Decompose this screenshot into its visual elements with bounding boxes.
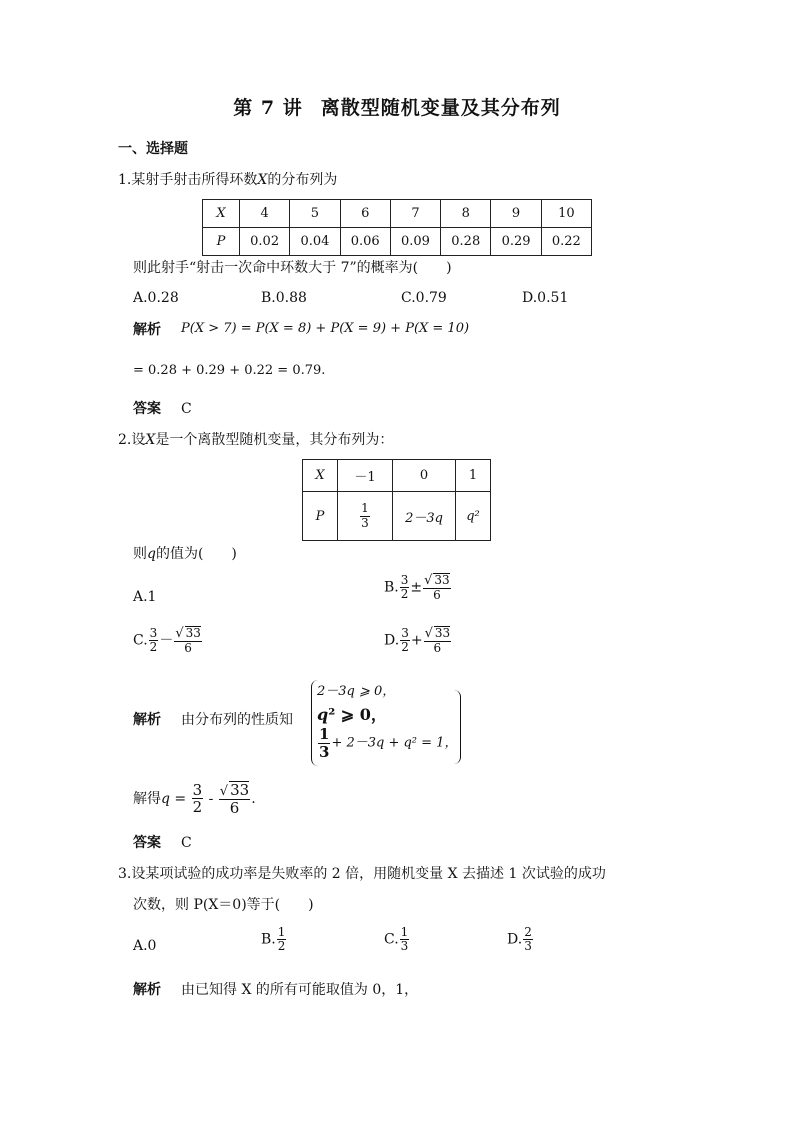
q1-analysis-line1: P(X > 7) = P(X = 8) + P(X = 9) + P(X = 10) [181, 321, 470, 336]
q1-x-cell: 10 [541, 200, 591, 228]
q2-solve-var: q [161, 790, 170, 807]
sys-row-2-var: q [317, 705, 329, 724]
q2-opt-c-prefix: C. [133, 632, 148, 649]
q2-x-cell: 0 [393, 460, 456, 492]
sqrt-value: 33 [185, 626, 201, 640]
q2-p1-num: 1 [361, 501, 369, 516]
q2-solve-op: - [204, 790, 218, 807]
q2-answer: C [181, 835, 192, 851]
q2-question-suffix: 的值为( ) [155, 546, 237, 562]
frac-num: 1 [400, 925, 409, 939]
q2-opt-d-frac2 [424, 626, 452, 655]
q1-option-b: B.0.88 [261, 290, 307, 306]
q2-x-label: X [303, 460, 338, 492]
sys-row-2 [317, 702, 387, 725]
q1-p-cell: 0.04 [290, 228, 340, 256]
q2-p-cell: q² [456, 492, 491, 541]
q2-distribution-table [302, 459, 491, 541]
frac-den: 2 [400, 587, 409, 602]
q2-answer-label: 答案 [133, 835, 161, 851]
q2-row-p [303, 492, 491, 541]
q2-option-a: A.1 [133, 589, 157, 605]
q3-option-a: A.0 [133, 938, 157, 954]
frac-den: 3 [319, 742, 330, 761]
q1-p-cell: 0.28 [441, 228, 491, 256]
q2-solve-period: . [251, 790, 256, 807]
q1-answer: C [181, 401, 192, 417]
q1-option-a: A.0.28 [133, 290, 179, 306]
q1-p-cell: 0.02 [240, 228, 290, 256]
q3-opt-d-prefix: D. [507, 931, 523, 948]
q2-x-cell: －1 [338, 460, 393, 492]
sqrt-sign-icon: √ [175, 626, 184, 641]
q2-opt-c-frac2 [174, 626, 202, 655]
q3-opt-c-prefix: C. [384, 931, 399, 948]
q2-analysis-text: 由分布列的性质知 [181, 712, 293, 728]
q1-option-d: D.0.51 [522, 290, 569, 306]
q2-opt-b-op: ± [410, 579, 423, 596]
q1-p-cell: 0.09 [390, 228, 440, 256]
q1-row-p [203, 228, 592, 256]
q1-x-cell: 6 [340, 200, 390, 228]
frac-num [424, 626, 452, 642]
q1-x-label: X [203, 200, 240, 228]
q1-row-x [203, 200, 592, 228]
q2-question-var: q [147, 546, 156, 562]
q1-x-cell: 5 [290, 200, 340, 228]
q2-option-c [133, 626, 203, 655]
frac-num: 3 [400, 573, 409, 588]
sys-row-3-frac [318, 726, 330, 760]
sys-row-1: 2－3q ⩾ 0， [317, 684, 396, 699]
q2-row-x [303, 460, 491, 492]
sqrt-sign-icon: √ [424, 573, 433, 588]
q1-answer-label: 答案 [133, 401, 161, 417]
frac-den: 6 [433, 641, 442, 656]
q1-stem [118, 172, 337, 188]
q2-opt-b-prefix: B. [384, 579, 399, 596]
q3-stem-line2: 次数，则 P(X＝0)等于( ) [133, 897, 314, 913]
q2-solution [133, 781, 256, 817]
q1-question: 则此射手“射击一次命中环数大于 7”的概率为( ) [133, 260, 452, 276]
frac-num: 1 [319, 725, 330, 743]
sys-row-2-rest: ² ⩾ 0， [328, 705, 387, 724]
q2-solve-frac2 [219, 781, 250, 817]
q1-distribution-table [202, 199, 592, 256]
q2-solve-eq: = [169, 790, 191, 807]
q2-opt-d-prefix: D. [384, 632, 400, 649]
q2-stem [118, 432, 393, 448]
q1-p-cell: 0.29 [491, 228, 541, 256]
sqrt-value: 33 [434, 573, 450, 587]
frac-num: 1 [277, 925, 286, 939]
frac-den: 6 [433, 588, 441, 603]
q2-p-cell [338, 492, 393, 541]
q3-option-c [384, 926, 410, 953]
q1-stem-prefix: 1.某射手射击所得环数 [118, 172, 258, 188]
sqrt-value: 33 [230, 781, 250, 799]
q3-option-b [261, 926, 287, 953]
q2-analysis-label: 解析 [133, 712, 161, 728]
q2-solve-prefix: 解得 [133, 790, 161, 807]
q2-opt-d-op: + [410, 632, 423, 649]
q3-opt-c-frac [400, 926, 410, 953]
q1-x-cell: 7 [390, 200, 440, 228]
q1-stem-var: X [257, 172, 268, 188]
q2-option-d [384, 626, 452, 655]
q2-stem-prefix: 2.设 [118, 432, 146, 448]
q3-analysis-text: 由已知得 X 的所有可能取值为 0，1， [181, 982, 419, 998]
frac-num: 2 [524, 925, 532, 939]
frac-num [423, 573, 451, 589]
sqrt-sign-icon: √ [219, 784, 229, 799]
q1-p-cell: 0.22 [541, 228, 591, 256]
frac-num: 3 [401, 626, 409, 641]
frac-den: 3 [524, 939, 532, 954]
q1-analysis-label: 解析 [133, 322, 161, 338]
frac-num [219, 781, 250, 800]
frac-den: 2 [401, 640, 409, 655]
lecture-topic: 离散型随机变量及其分布列 [320, 97, 561, 119]
q2-solve-frac1 [192, 782, 204, 816]
q2-question-prefix: 则 [133, 546, 147, 562]
sys-row-3-rest: + 2－3q + q² = 1， [331, 735, 458, 751]
q2-opt-d-frac1 [400, 627, 410, 654]
lecture-number: 第 7 讲 [233, 97, 303, 119]
q3-analysis-label: 解析 [133, 982, 161, 998]
q2-stem-suffix: 是一个离散型随机变量，其分布列为： [155, 432, 394, 448]
q2-question [133, 546, 237, 562]
q2-equation-system [311, 676, 461, 768]
frac-num [174, 626, 202, 642]
q2-opt-b-frac2 [423, 573, 451, 602]
q1-p-cell: 0.06 [340, 228, 390, 256]
q1-p-label: P [203, 228, 240, 256]
q3-opt-b-prefix: B. [261, 931, 276, 948]
q2-opt-c-op: － [159, 632, 174, 649]
sqrt-sign-icon: √ [424, 626, 433, 641]
section-heading: 一、选择题 [118, 141, 188, 157]
frac-den: 3 [400, 939, 409, 954]
q2-p-label: P [303, 492, 338, 541]
q3-opt-b-frac [277, 926, 287, 953]
q2-p1-fraction [360, 502, 370, 529]
sqrt-value: 33 [434, 626, 451, 640]
frac-den: 2 [192, 798, 203, 817]
frac-num: 3 [192, 780, 203, 799]
q2-opt-c-frac1 [149, 627, 159, 654]
q2-p-cell: 2－3q [393, 492, 456, 541]
q2-x-cell: 1 [456, 460, 491, 492]
q1-stem-suffix: 的分布列为 [267, 172, 338, 188]
frac-den: 2 [149, 640, 158, 655]
sys-row-3 [317, 726, 457, 760]
q1-analysis-line2: = 0.28 + 0.29 + 0.22 = 0.79. [133, 363, 326, 378]
q2-p1-den: 3 [361, 515, 369, 530]
q2-opt-b-frac1 [400, 574, 410, 601]
q3-stem-line1: 3.设某项试验的成功率是失败率的 2 倍，用随机变量 X 去描述 1 次试验的成功 [118, 866, 606, 882]
frac-den: 6 [229, 799, 240, 818]
page-title [0, 98, 794, 120]
q3-option-d [507, 926, 534, 953]
frac-num: 3 [149, 626, 158, 641]
q1-x-cell: 9 [491, 200, 541, 228]
frac-den: 2 [277, 939, 286, 954]
q2-option-b [384, 573, 452, 602]
q3-opt-d-frac [523, 926, 533, 953]
q1-x-cell: 8 [441, 200, 491, 228]
q2-stem-var: X [145, 432, 156, 448]
frac-den: 6 [184, 641, 192, 656]
q1-x-cell: 4 [240, 200, 290, 228]
q1-option-c: C.0.79 [401, 290, 447, 306]
